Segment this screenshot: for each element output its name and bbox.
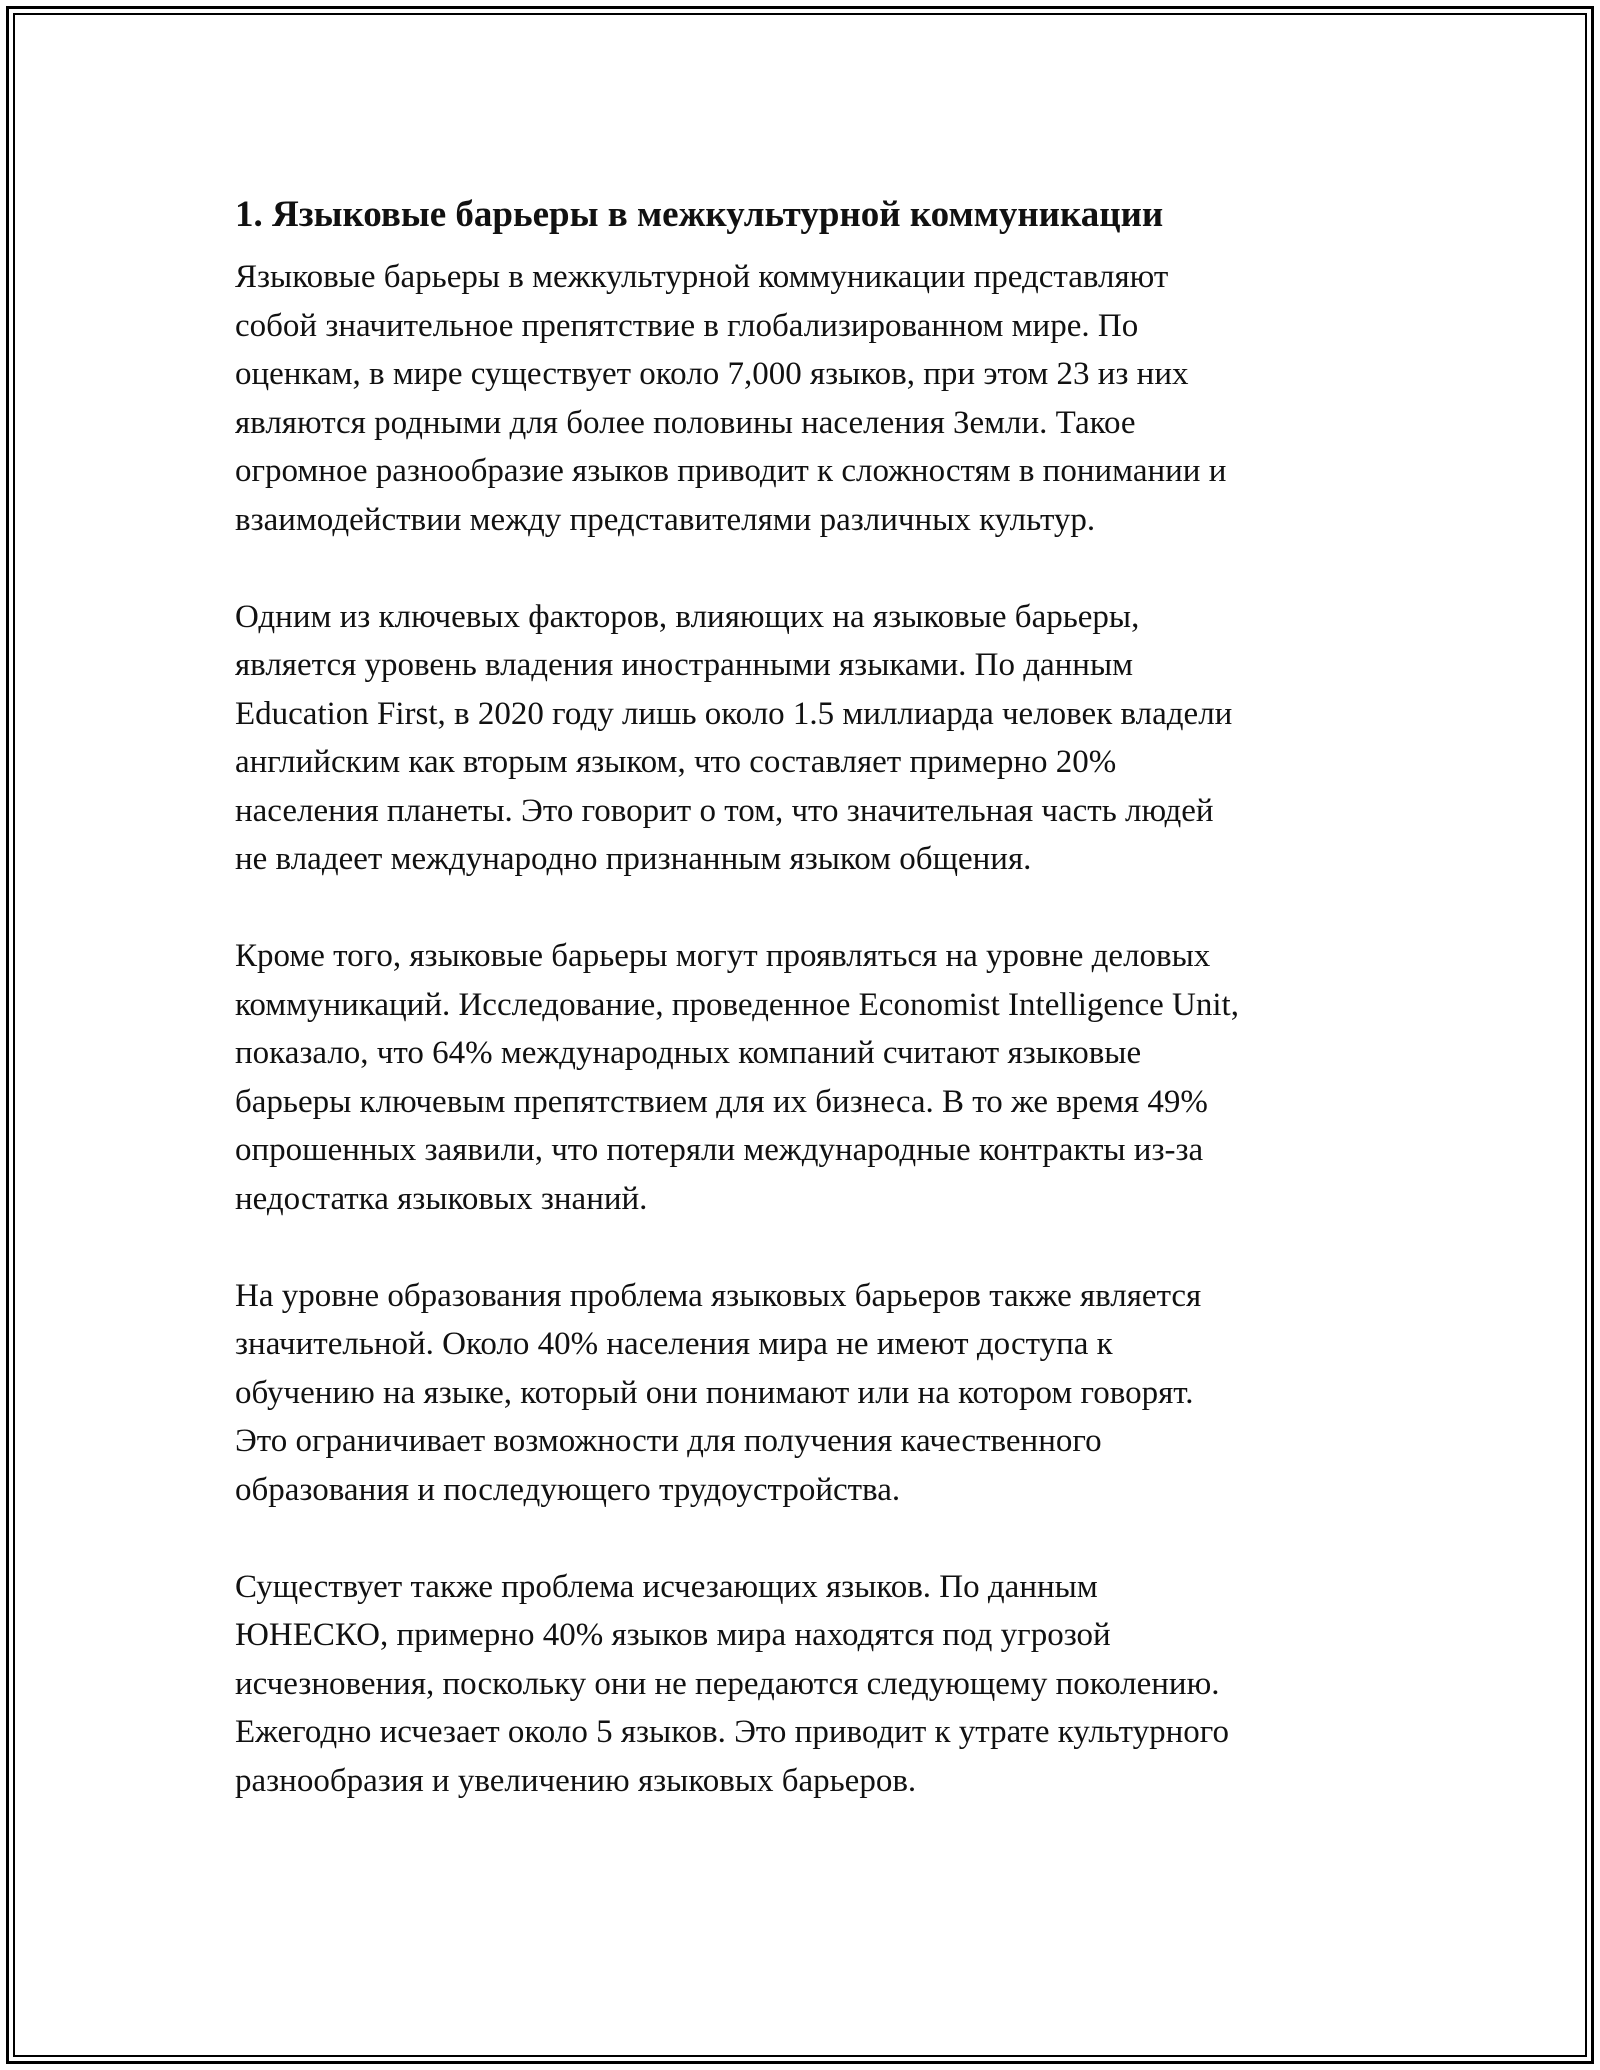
text-line: Это ограничивает возможности для получения качественного: [235, 1423, 1102, 1459]
text-line: является уровень владения иностранными языками. По данным: [235, 647, 1134, 683]
text-line: Языковые барьеры в межкультурной коммуникации представляют: [235, 259, 1169, 295]
text-line: не владеет международно признанным языком общения.: [235, 841, 1032, 877]
text-line: показало, что 64% международных компаний считают языковые: [235, 1035, 1142, 1071]
text-line: Кроме того, языковые барьеры могут проявляться на уровне деловых: [235, 938, 1211, 974]
text-line: опрошенных заявили, что потеряли международные контракты из-за: [235, 1132, 1204, 1168]
text-line: ЮНЕСКО, примерно 40% языков мира находятся под угрозой: [235, 1617, 1111, 1653]
paragraph-1: [235, 253, 1365, 544]
text-line: разнообразия и увеличению языковых барьеров.: [235, 1762, 917, 1799]
text-line: населения планеты. Это говорит о том, что значительная часть людей: [235, 792, 1214, 829]
text-line: обучению на языке, который они понимают или на котором говорят.: [235, 1374, 1194, 1411]
document-body: [235, 185, 1365, 1854]
text-line: собой значительное препятствие в глобализированном мире. По: [235, 307, 1139, 344]
text-line: образования и последующего трудоустройства.: [235, 1471, 901, 1508]
text-line: взаимодействии между представителями различных культур.: [235, 501, 1096, 538]
text-line: Ежегодно исчезает около 5 языков. Это приводит к утрате культурного: [235, 1714, 1229, 1750]
paragraph-4: [235, 1272, 1365, 1515]
text-line: Одним из ключевых факторов, влияющих на языковые барьеры,: [235, 598, 1140, 635]
text-line: Существует также проблема исчезающих языков. По данным: [235, 1568, 1098, 1605]
paragraph-2: [235, 593, 1365, 884]
text-line: оценкам, в мире существует около 7,000 языков, при этом 23 из них: [235, 356, 1189, 392]
paragraph-5: [235, 1563, 1365, 1806]
text-line: барьеры ключевым препятствием для их бизнеса. В то же время 49%: [235, 1083, 1208, 1120]
text-line: исчезновения, поскольку они не передаются следующему поколению.: [235, 1665, 1220, 1702]
text-line: английским как вторым языком, что составляет примерно 20%: [235, 744, 1117, 780]
section-heading: 1. Языковые барьеры в межкультурной коммуникации: [235, 194, 1164, 235]
text-line: огромное разнообразие языков приводит к сложностям в понимании и: [235, 453, 1227, 489]
text-line: На уровне образования проблема языковых барьеров также является: [235, 1277, 1202, 1314]
text-line: Education First, в 2020 году лишь около 1.5 миллиарда человек владели: [235, 695, 1233, 732]
text-line: значительной. Около 40% населения мира не имеют доступа к: [235, 1326, 1113, 1362]
text-line: коммуникаций. Исследование, проведенное Economist Intelligence Unit,: [235, 986, 1239, 1023]
text-line: недостатка языковых знаний.: [235, 1180, 648, 1217]
paragraph-3: [235, 932, 1365, 1223]
text-line: являются родными для более половины населения Земли. Такое: [235, 404, 1136, 441]
